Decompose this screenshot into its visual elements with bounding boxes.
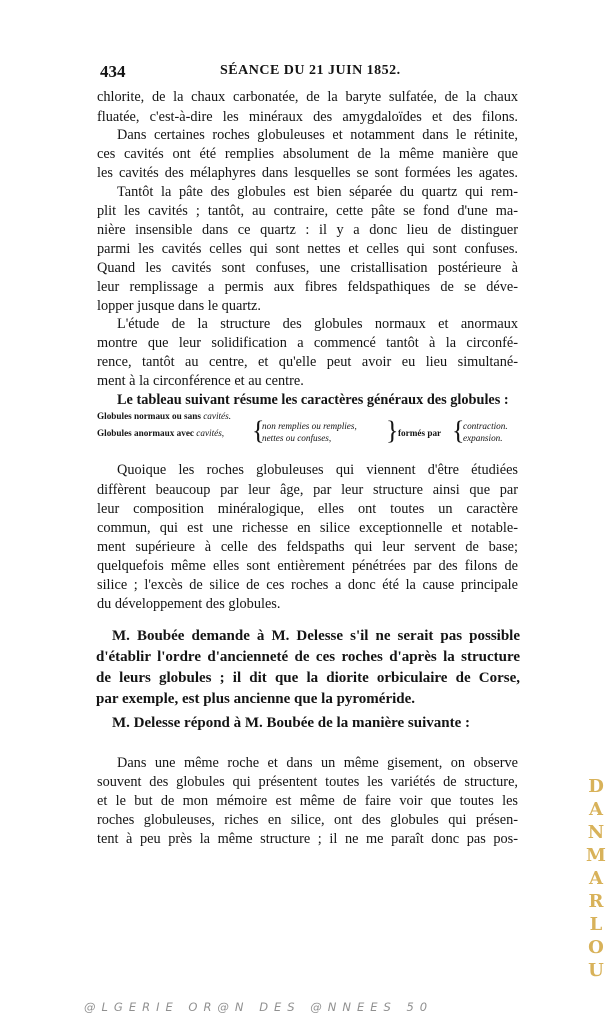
text-line: lopper jusque dans le quartz. [97, 298, 261, 314]
text-line: L'étude de la structure des globules normaux et anormaux [117, 316, 518, 332]
brace-left: { [452, 416, 465, 445]
stamp-letter: U [588, 960, 604, 981]
table-row-anormal [97, 428, 224, 438]
text-line: rence, tantôt au centre, et qu'elle peut avoir eu lieu simultané- [97, 354, 518, 370]
stamp-letter: A [589, 799, 603, 820]
text-line: M. Boubée demande à M. Delesse s'il ne serait pas possible [112, 628, 520, 644]
page-number: 434 [100, 62, 126, 81]
running-title: SÉANCE DU 21 JUIN 1852. [220, 63, 401, 78]
brace-left: { [252, 416, 265, 445]
text-line: Le tableau suivant résume les caractères généraux des globules : [117, 392, 509, 408]
running-header [100, 62, 512, 82]
table-row-label: Globules anormaux avec [97, 428, 194, 438]
footer-watermark: @LGERIE OR@N DES @NNEES 50 [84, 1000, 434, 1014]
table-process: expansion. [463, 433, 503, 443]
text-line: plit les cavités ; tantôt, au contraire, cette pâte se fond d'une ma- [97, 203, 518, 219]
stamp-letter: O [588, 937, 604, 958]
text-line: souvent des globules qui présentent toutes les variétés de structure, [97, 774, 518, 790]
table-option: nettes ou confuses, [262, 433, 332, 443]
text-line: leur remplissage a permis aux fibres feldspathiques de se déve- [97, 279, 518, 295]
text-line: ment supérieure à celle des feldspaths qui leur servent de base; [97, 539, 518, 555]
text-line: montre que leur solidification a commencé tantôt à la circonfé- [97, 335, 518, 351]
text-line: commun, qui est une richesse en silice exceptionnelle et notable- [97, 520, 518, 536]
text-line: Tantôt la pâte des globules est bien séparée du quartz qui rem- [117, 184, 518, 200]
text-line: les cavités des mélaphyres dans lesquelles se sont formées les agates. [97, 165, 518, 181]
stamp-letter: L [589, 914, 603, 935]
text-line: d'établir l'ordre d'ancienneté de ces roches d'après la structure [96, 649, 520, 665]
text-line: nière insensible dans ce quartz : il y a donc lieu de distinguer [97, 222, 518, 238]
text-line: parmi les cavités celles qui sont nettes et celles qui sont confuses. [97, 241, 518, 257]
stamp-letter: D [588, 776, 604, 797]
table-formes-par: formés par [398, 428, 442, 438]
text-line: silice ; l'excès de silice de ces roches a donc été la cause principale [97, 577, 518, 593]
table-row-normal [97, 411, 231, 421]
text-line: tent à peu près la même structure ; il ne me paraît donc pas pos- [97, 831, 518, 847]
text-line: fluatée, c'est-à-dire les minéraux des amygdaloïdes et des filons. [97, 109, 518, 125]
table-option: non remplies ou remplies, [262, 421, 357, 431]
text-line: Dans une même roche et dans un même gisement, on observe [117, 755, 518, 771]
text-line: ment à la circonférence et au centre. [97, 373, 304, 389]
watermark-stamp [585, 775, 607, 985]
text-line: roches globuleuses, riches en silice, ont des globules qui présen- [97, 812, 518, 828]
text-line: et le but de mon mémoire est même de faire voir que toutes les [97, 793, 518, 809]
text-line: quelquefois même elles sont entièrement pénétrées par des filons de [97, 558, 518, 574]
table-row-label: Globules normaux ou sans [97, 411, 201, 421]
text-line: Quoique les roches globuleuses qui viennent d'être étudiées [117, 462, 518, 478]
table-italic: cavités, [196, 428, 225, 438]
stamp-letter: A [589, 868, 603, 889]
text-line: leur composition minéralogique, elles ont toutes un caractère [97, 501, 518, 517]
text-line: diffèrent beaucoup par leur âge, par leur structure ainsi que par [97, 482, 518, 498]
text-line: de leurs globules ; il dit que la diorite orbiculaire de Corse, [96, 670, 520, 686]
stamp-letter: N [587, 822, 605, 843]
text-line: chlorite, de la chaux carbonatée, de la baryte sulfatée, de la chaux [97, 89, 518, 105]
text-line: Quand les cavités sont confuses, une cristallisation postérieure à [97, 260, 518, 276]
text-line: ces cavités ont été remplies absolument de la même manière que [97, 146, 518, 162]
stamp-letter: M [586, 845, 606, 866]
stamp-letter: R [588, 891, 604, 912]
text-line: Dans certaines roches globuleuses et notamment dans le rétinite, [117, 127, 518, 143]
text-line: M. Delesse répond à M. Boubée de la manière suivante : [112, 715, 471, 731]
text-line: du développement des globules. [97, 596, 281, 612]
table-italic: cavités. [203, 411, 232, 421]
text-line: par exemple, est plus ancienne que la pyroméride. [96, 691, 416, 707]
table-process: contraction. [463, 421, 508, 431]
brace-right: } [386, 416, 399, 445]
